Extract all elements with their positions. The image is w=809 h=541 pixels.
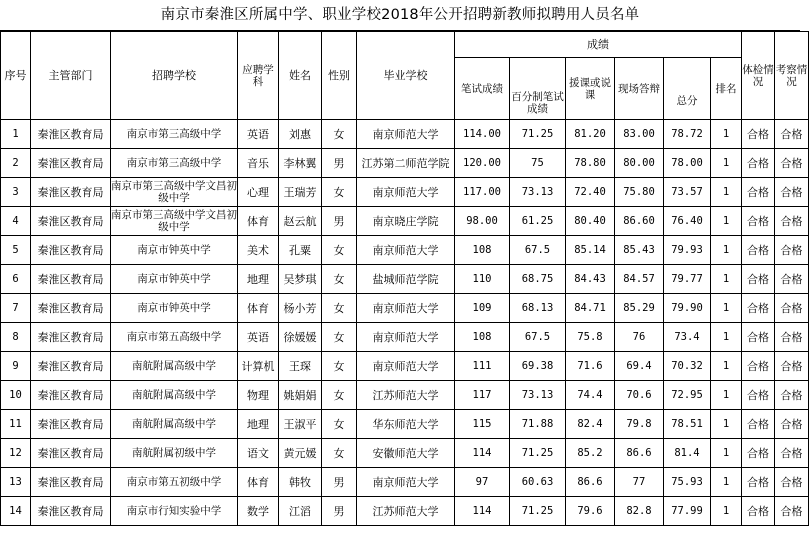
row-graduated: 南京师范大学 — [357, 323, 455, 352]
row-written: 110 — [455, 265, 510, 294]
row-total: 78.51 — [664, 410, 711, 439]
row-school: 南京市第三高级中学文昌初级中学 — [111, 207, 238, 236]
table-row — [1, 149, 809, 178]
row-rank: 1 — [711, 468, 742, 497]
row-school: 南京市第三高级中学 — [111, 149, 238, 178]
row-total: 78.00 — [664, 149, 711, 178]
row-subject: 地理 — [238, 265, 279, 294]
row-lecture: 82.4 — [566, 410, 615, 439]
row-total: 79.90 — [664, 294, 711, 323]
row-graduated: 南京师范大学 — [357, 294, 455, 323]
row-department: 秦淮区教育局 — [31, 236, 111, 265]
row-total: 73.4 — [664, 323, 711, 352]
row-review: 合格 — [775, 323, 809, 352]
row-name: 王琛 — [279, 352, 322, 381]
row-department: 秦淮区教育局 — [31, 381, 111, 410]
header-rank: 排名 — [711, 58, 742, 120]
row-written-pct: 67.5 — [510, 236, 566, 265]
row-graduated: 江苏师范大学 — [357, 497, 455, 526]
row-written-pct: 67.5 — [510, 323, 566, 352]
row-review: 合格 — [775, 410, 809, 439]
row-rank: 1 — [711, 149, 742, 178]
row-name: 徐媛媛 — [279, 323, 322, 352]
row-department: 秦淮区教育局 — [31, 439, 111, 468]
table-row — [1, 236, 809, 265]
row-school: 南航附属高级中学 — [111, 352, 238, 381]
row-rank: 1 — [711, 265, 742, 294]
row-department: 秦淮区教育局 — [31, 497, 111, 526]
row-total: 76.40 — [664, 207, 711, 236]
row-index: 9 — [1, 352, 31, 381]
row-review: 合格 — [775, 265, 809, 294]
row-gender: 女 — [322, 236, 357, 265]
row-department: 秦淮区教育局 — [31, 352, 111, 381]
row-review: 合格 — [775, 236, 809, 265]
row-subject: 体育 — [238, 468, 279, 497]
row-name: 杨小芳 — [279, 294, 322, 323]
header-index: 序号 — [1, 32, 31, 120]
header-graduated: 毕业学校 — [357, 32, 455, 120]
row-subject: 心理 — [238, 178, 279, 207]
row-defense: 85.43 — [615, 236, 664, 265]
row-graduated: 南京师范大学 — [357, 236, 455, 265]
row-lecture: 84.71 — [566, 294, 615, 323]
row-subject: 体育 — [238, 207, 279, 236]
row-index: 10 — [1, 381, 31, 410]
header-subject: 应聘学科 — [238, 32, 279, 120]
row-defense: 77 — [615, 468, 664, 497]
row-defense: 85.29 — [615, 294, 664, 323]
row-written-pct: 71.25 — [510, 497, 566, 526]
row-written: 108 — [455, 236, 510, 265]
row-written-pct: 71.25 — [510, 120, 566, 149]
row-lecture: 74.4 — [566, 381, 615, 410]
row-written-pct: 75 — [510, 149, 566, 178]
row-written-pct: 71.25 — [510, 439, 566, 468]
row-name: 韩牧 — [279, 468, 322, 497]
row-written: 120.00 — [455, 149, 510, 178]
row-rank: 1 — [711, 294, 742, 323]
row-index: 3 — [1, 178, 31, 207]
row-school: 南航附属高级中学 — [111, 381, 238, 410]
row-written: 98.00 — [455, 207, 510, 236]
row-school: 南航附属高级中学 — [111, 410, 238, 439]
row-school: 南京市第五初级中学 — [111, 468, 238, 497]
table-row — [1, 410, 809, 439]
row-written-pct: 68.13 — [510, 294, 566, 323]
row-name: 黄元媛 — [279, 439, 322, 468]
row-gender: 女 — [322, 352, 357, 381]
row-defense: 70.6 — [615, 381, 664, 410]
row-index: 1 — [1, 120, 31, 149]
header-defense: 现场答辩 — [615, 58, 664, 120]
row-school: 南京市钟英中学 — [111, 294, 238, 323]
row-gender: 男 — [322, 207, 357, 236]
row-health: 合格 — [742, 178, 775, 207]
row-health: 合格 — [742, 236, 775, 265]
row-review: 合格 — [775, 439, 809, 468]
row-department: 秦淮区教育局 — [31, 149, 111, 178]
row-written: 117.00 — [455, 178, 510, 207]
row-written-pct: 68.75 — [510, 265, 566, 294]
row-school: 南京市第三高级中学文昌初级中学 — [111, 178, 238, 207]
row-index: 12 — [1, 439, 31, 468]
row-written-pct: 71.88 — [510, 410, 566, 439]
row-rank: 1 — [711, 497, 742, 526]
row-defense: 69.4 — [615, 352, 664, 381]
row-written: 114 — [455, 497, 510, 526]
row-review: 合格 — [775, 120, 809, 149]
header-review: 考察情况 — [775, 32, 809, 120]
row-index: 8 — [1, 323, 31, 352]
row-written: 108 — [455, 323, 510, 352]
row-written-pct: 60.63 — [510, 468, 566, 497]
row-subject: 数学 — [238, 497, 279, 526]
row-lecture: 85.14 — [566, 236, 615, 265]
row-graduated: 南京师范大学 — [357, 120, 455, 149]
header-health: 体检情况 — [742, 32, 775, 120]
row-subject: 音乐 — [238, 149, 279, 178]
row-defense: 82.8 — [615, 497, 664, 526]
row-graduated: 南京师范大学 — [357, 468, 455, 497]
row-written: 114.00 — [455, 120, 510, 149]
row-lecture: 72.40 — [566, 178, 615, 207]
row-rank: 1 — [711, 207, 742, 236]
row-graduated: 南京晓庄学院 — [357, 207, 455, 236]
row-lecture: 81.20 — [566, 120, 615, 149]
row-rank: 1 — [711, 120, 742, 149]
row-index: 2 — [1, 149, 31, 178]
header-name: 姓名 — [279, 32, 322, 120]
row-rank: 1 — [711, 236, 742, 265]
row-graduated: 安徽师范大学 — [357, 439, 455, 468]
row-school: 南航附属初级中学 — [111, 439, 238, 468]
row-department: 秦淮区教育局 — [31, 323, 111, 352]
row-total: 79.93 — [664, 236, 711, 265]
row-total: 77.99 — [664, 497, 711, 526]
row-defense: 84.57 — [615, 265, 664, 294]
row-graduated: 南京师范大学 — [357, 178, 455, 207]
row-lecture: 84.43 — [566, 265, 615, 294]
row-lecture: 79.6 — [566, 497, 615, 526]
header-department: 主管部门 — [31, 32, 111, 120]
row-total: 70.32 — [664, 352, 711, 381]
row-index: 7 — [1, 294, 31, 323]
sheet-title: 南京市秦淮区所属中学、职业学校2018年公开招聘新教师拟聘用人员名单 — [0, 0, 800, 31]
table-row — [1, 120, 809, 149]
row-health: 合格 — [742, 149, 775, 178]
row-gender: 女 — [322, 265, 357, 294]
row-review: 合格 — [775, 149, 809, 178]
row-total: 81.4 — [664, 439, 711, 468]
row-department: 秦淮区教育局 — [31, 207, 111, 236]
table-row — [1, 207, 809, 236]
row-gender: 女 — [322, 410, 357, 439]
row-subject: 物理 — [238, 381, 279, 410]
row-total: 78.72 — [664, 120, 711, 149]
row-review: 合格 — [775, 352, 809, 381]
row-graduated: 华东师范大学 — [357, 410, 455, 439]
header-written-pct: 百分制笔试成绩 — [510, 58, 566, 120]
row-total: 75.93 — [664, 468, 711, 497]
row-graduated: 江苏师范大学 — [357, 381, 455, 410]
row-written-pct: 73.13 — [510, 381, 566, 410]
row-gender: 女 — [322, 120, 357, 149]
row-index: 4 — [1, 207, 31, 236]
row-review: 合格 — [775, 207, 809, 236]
row-rank: 1 — [711, 381, 742, 410]
row-gender: 男 — [322, 149, 357, 178]
row-subject: 地理 — [238, 410, 279, 439]
row-department: 秦淮区教育局 — [31, 178, 111, 207]
row-name: 李林翼 — [279, 149, 322, 178]
row-defense: 83.00 — [615, 120, 664, 149]
row-defense: 79.8 — [615, 410, 664, 439]
table-body — [1, 120, 809, 526]
row-school: 南京市第五高级中学 — [111, 323, 238, 352]
header-scores-group: 成绩 — [455, 32, 742, 58]
table-row — [1, 381, 809, 410]
recruitment-table — [0, 31, 809, 526]
row-review: 合格 — [775, 468, 809, 497]
table-row — [1, 352, 809, 381]
row-defense: 86.6 — [615, 439, 664, 468]
row-subject: 英语 — [238, 323, 279, 352]
row-rank: 1 — [711, 439, 742, 468]
row-review: 合格 — [775, 294, 809, 323]
row-health: 合格 — [742, 381, 775, 410]
row-health: 合格 — [742, 294, 775, 323]
row-health: 合格 — [742, 207, 775, 236]
row-school: 南京市行知实验中学 — [111, 497, 238, 526]
row-health: 合格 — [742, 439, 775, 468]
row-graduated: 江苏第二师范学院 — [357, 149, 455, 178]
row-health: 合格 — [742, 497, 775, 526]
row-review: 合格 — [775, 381, 809, 410]
row-health: 合格 — [742, 410, 775, 439]
table-row — [1, 439, 809, 468]
row-defense: 86.60 — [615, 207, 664, 236]
row-school: 南京市钟英中学 — [111, 236, 238, 265]
row-written: 117 — [455, 381, 510, 410]
row-defense: 75.80 — [615, 178, 664, 207]
row-graduated: 盐城师范学院 — [357, 265, 455, 294]
row-health: 合格 — [742, 468, 775, 497]
header-lecture: 援课或说课 — [566, 58, 615, 120]
row-total: 72.95 — [664, 381, 711, 410]
header-written: 笔试成绩 — [455, 58, 510, 120]
row-written-pct: 61.25 — [510, 207, 566, 236]
row-subject: 语文 — [238, 439, 279, 468]
row-index: 6 — [1, 265, 31, 294]
row-school: 南京市第三高级中学 — [111, 120, 238, 149]
row-health: 合格 — [742, 265, 775, 294]
row-gender: 女 — [322, 439, 357, 468]
row-lecture: 80.40 — [566, 207, 615, 236]
row-rank: 1 — [711, 178, 742, 207]
row-review: 合格 — [775, 497, 809, 526]
row-gender: 男 — [322, 497, 357, 526]
header-total: 总分 — [664, 58, 711, 120]
header-school: 招聘学校 — [111, 32, 238, 120]
row-defense: 80.00 — [615, 149, 664, 178]
row-lecture: 75.8 — [566, 323, 615, 352]
row-department: 秦淮区教育局 — [31, 294, 111, 323]
row-gender: 女 — [322, 178, 357, 207]
row-gender: 女 — [322, 323, 357, 352]
table-row — [1, 178, 809, 207]
table-row — [1, 323, 809, 352]
row-gender: 男 — [322, 468, 357, 497]
row-review: 合格 — [775, 178, 809, 207]
row-written: 111 — [455, 352, 510, 381]
row-total: 73.57 — [664, 178, 711, 207]
row-graduated: 南京师范大学 — [357, 352, 455, 381]
row-department: 秦淮区教育局 — [31, 265, 111, 294]
row-name: 吴梦琪 — [279, 265, 322, 294]
table-row — [1, 497, 809, 526]
row-index: 14 — [1, 497, 31, 526]
row-department: 秦淮区教育局 — [31, 468, 111, 497]
row-lecture: 78.80 — [566, 149, 615, 178]
table-row — [1, 468, 809, 497]
row-school: 南京市钟英中学 — [111, 265, 238, 294]
row-subject: 计算机 — [238, 352, 279, 381]
row-total: 79.77 — [664, 265, 711, 294]
row-rank: 1 — [711, 410, 742, 439]
row-name: 江滔 — [279, 497, 322, 526]
row-lecture: 86.6 — [566, 468, 615, 497]
row-index: 13 — [1, 468, 31, 497]
row-written: 109 — [455, 294, 510, 323]
table-row — [1, 265, 809, 294]
row-written-pct: 73.13 — [510, 178, 566, 207]
row-subject: 体育 — [238, 294, 279, 323]
table-row — [1, 294, 809, 323]
row-department: 秦淮区教育局 — [31, 410, 111, 439]
row-rank: 1 — [711, 352, 742, 381]
row-lecture: 85.2 — [566, 439, 615, 468]
row-gender: 女 — [322, 381, 357, 410]
row-written: 97 — [455, 468, 510, 497]
row-gender: 女 — [322, 294, 357, 323]
row-department: 秦淮区教育局 — [31, 120, 111, 149]
row-name: 孔粟 — [279, 236, 322, 265]
row-health: 合格 — [742, 323, 775, 352]
row-subject: 英语 — [238, 120, 279, 149]
row-written: 114 — [455, 439, 510, 468]
row-name: 刘惠 — [279, 120, 322, 149]
row-written: 115 — [455, 410, 510, 439]
row-index: 5 — [1, 236, 31, 265]
row-subject: 美术 — [238, 236, 279, 265]
row-health: 合格 — [742, 120, 775, 149]
row-defense: 76 — [615, 323, 664, 352]
row-rank: 1 — [711, 323, 742, 352]
row-index: 11 — [1, 410, 31, 439]
row-name: 王瑞芳 — [279, 178, 322, 207]
row-health: 合格 — [742, 352, 775, 381]
row-name: 赵云航 — [279, 207, 322, 236]
row-written-pct: 69.38 — [510, 352, 566, 381]
header-gender: 性别 — [322, 32, 357, 120]
row-lecture: 71.6 — [566, 352, 615, 381]
row-name: 王淑平 — [279, 410, 322, 439]
row-name: 姚娟娟 — [279, 381, 322, 410]
